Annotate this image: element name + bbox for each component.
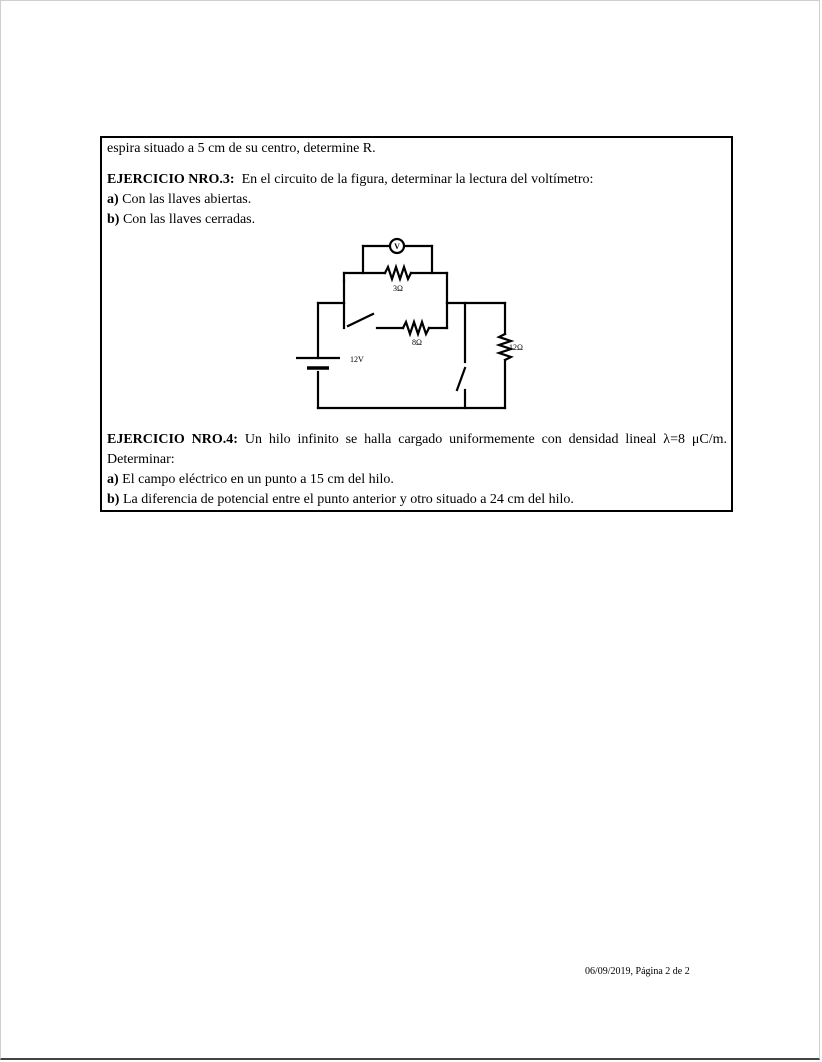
exercise-4-heading: EJERCICIO NRO.4: (107, 432, 238, 447)
item-b-text: Con las llaves cerradas. (122, 212, 256, 227)
resistor-12-label: 12Ω (509, 343, 523, 352)
item-b-label: b) (107, 492, 120, 507)
item-a-label: a) (107, 472, 119, 487)
resistor-3-ohm (385, 267, 411, 279)
exercise-4-item-a (107, 471, 394, 489)
exercise-3-statement (107, 171, 593, 189)
resistor-8-label: 8Ω (412, 338, 422, 347)
resistor-8-ohm (403, 322, 429, 334)
battery-label: 12V (350, 355, 364, 364)
exercise-3-heading: EJERCICIO NRO.3: (107, 172, 235, 187)
exercise-3-text: En el circuito de la figura, determinar la lectura del voltímetro: (241, 172, 594, 187)
exercise-4-item-b (107, 491, 574, 509)
exercise-box (100, 136, 733, 512)
page-footer: 06/09/2019, Página 2 de 2 (585, 966, 690, 977)
switch-2 (457, 368, 465, 390)
exercise-4-text: Un hilo infinito se halla cargado uniformemente con densidad lineal λ=8 μC/m. (244, 432, 727, 447)
item-a-text: Con las llaves abiertas. (122, 192, 252, 207)
intro-line: espira situado a 5 cm de su centro, determine R. (107, 141, 376, 156)
voltmeter-label: V (394, 242, 400, 251)
resistor-3-label: 3Ω (393, 284, 403, 293)
exercise-3-item-b (107, 211, 255, 229)
item-a-label: a) (107, 192, 119, 207)
exercise-3-item-a (107, 191, 251, 209)
circuit-diagram (291, 240, 521, 415)
exercise-4-statement (107, 431, 727, 449)
exercise-4-statement-cont: Determinar: (107, 452, 175, 467)
item-b-text: La diferencia de potencial entre el punto anterior y otro situado a 24 cm del hilo. (122, 492, 574, 507)
item-b-label: b) (107, 212, 120, 227)
item-a-text: El campo eléctrico en un punto a 15 cm del hilo. (122, 472, 394, 487)
switch-1 (348, 314, 373, 326)
